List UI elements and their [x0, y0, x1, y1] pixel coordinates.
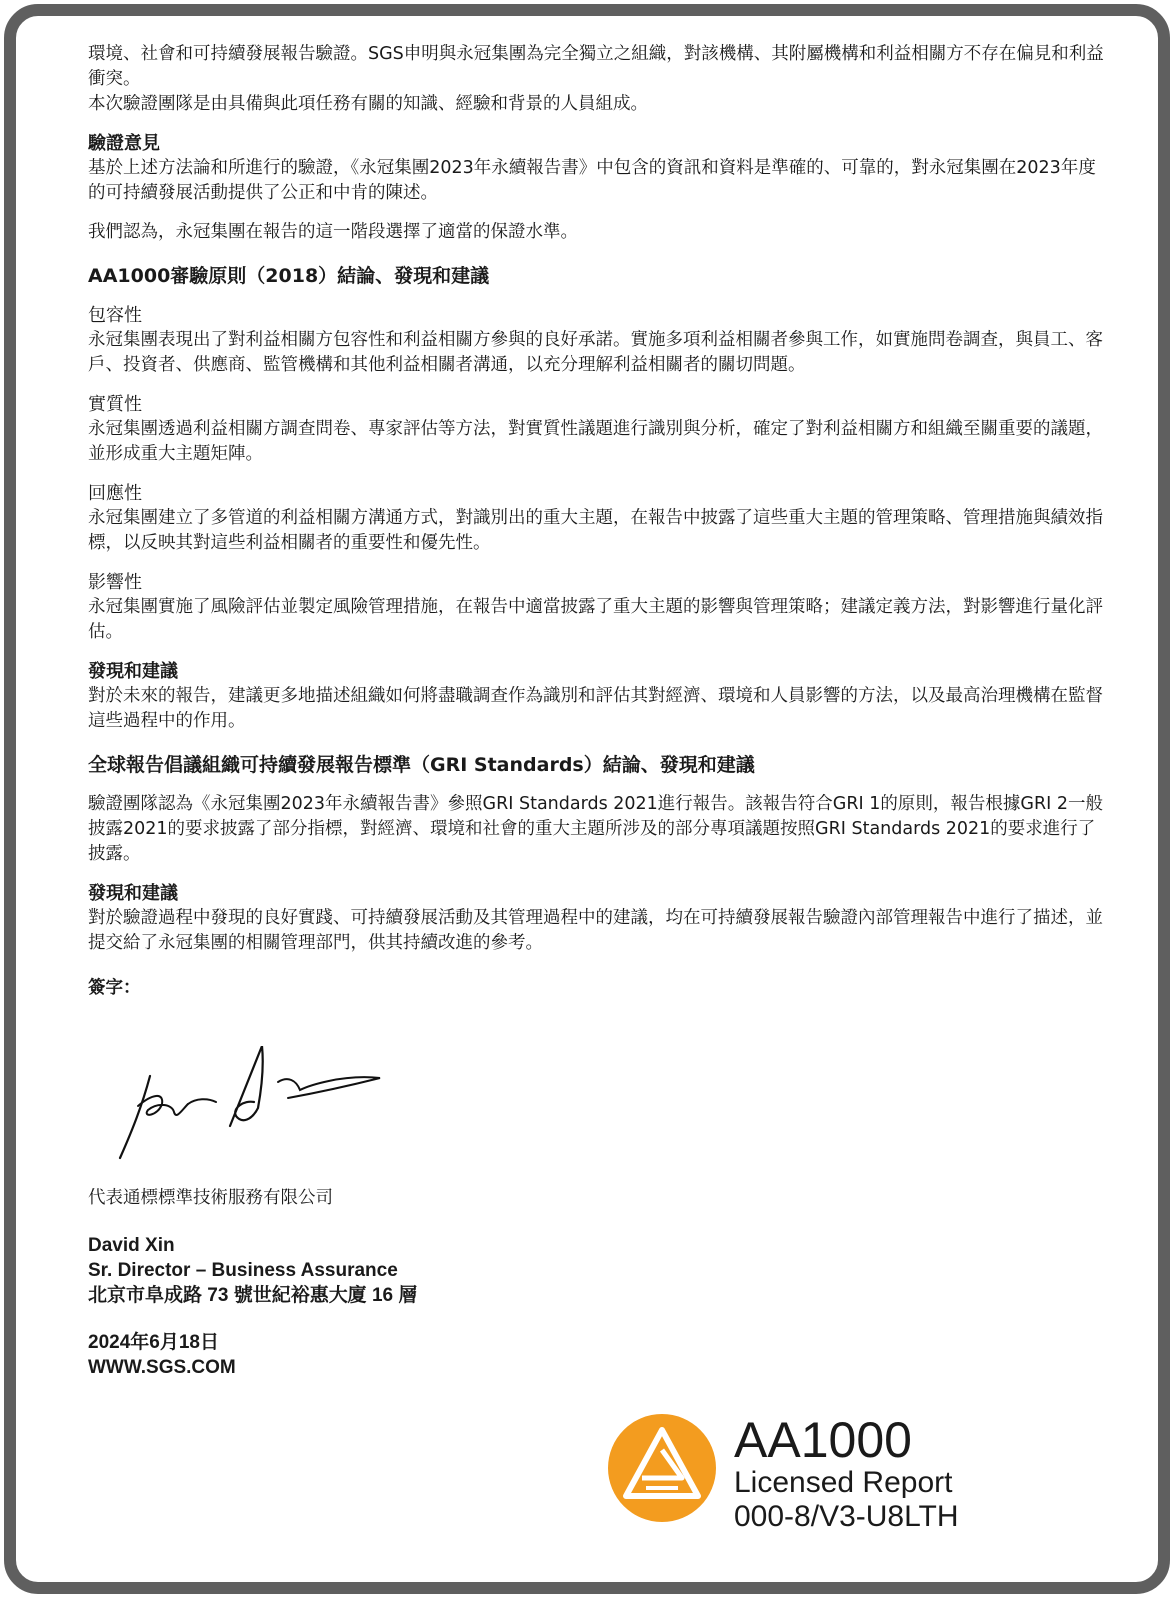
document-body — [88, 42, 1112, 1001]
gri-findings-title: 發現和建議 — [88, 883, 178, 904]
intro-paragraph-team: 本次驗證團隊是由具備與此項任務有關的知識、經驗和背景的人員組成。 — [88, 94, 648, 114]
gri-findings-text: 對於驗證過程中發現的良好實踐、可持續發展活動及其管理過程中的建議，均在可持續發展報告驗證內部管理報告中進行了描述，並提交給了永冠集團的相關管理部門，供其持續改進的參考。 — [88, 908, 1103, 953]
signatory-name: David Xin — [88, 1235, 175, 1256]
license-badge — [734, 1414, 959, 1534]
aa1000-heading: AA1000審驗原則（2018）結論、發現和建議 — [88, 265, 490, 287]
opinion-paragraph: 基於上述方法論和所進行的驗證，《永冠集團2023年永續報告書》中包含的資訊和資料是準確的、可靠的，對永冠集團在2023年度的可持續發展活動提供了公正和中肯的陳述。 — [88, 158, 1096, 203]
assurance-level-paragraph: 我們認為，永冠集團在報告的這一階段選擇了適當的保證水準。 — [88, 222, 578, 242]
report-date: 2024年6月18日 — [88, 1332, 219, 1353]
responsiveness-title: 回應性 — [88, 483, 142, 504]
handwritten-signature — [112, 1046, 392, 1166]
signature-label: 簽字： — [88, 978, 141, 998]
company-name: 代表通標標準技術服務有限公司 — [88, 1188, 333, 1208]
inclusivity-title: 包容性 — [88, 305, 142, 326]
responsiveness-text: 永冠集團建立了多管道的利益相關方溝通方式，對識別出的重大主題，在報告中披露了這些重大主題的管理策略、管理措施與績效指標，以反映其對這些利益相關者的重要性和優先性。 — [88, 508, 1103, 553]
license-standard: AA1000 — [734, 1412, 912, 1468]
opinion-heading: 驗證意見 — [88, 133, 160, 154]
intro-paragraph: 環境、社會和可持續發展報告驗證。SGS申明與永冠集團為完全獨立之組織，對該機構、其附屬機構和利益相關方不存在偏見和利益衝突。 — [88, 44, 1104, 89]
website: WWW.SGS.COM — [88, 1357, 236, 1378]
impact-text: 永冠集團實施了風險評估並製定風險管理措施，在報告中適當披露了重大主題的影響與管理策略；建議定義方法，對影響進行量化評估。 — [88, 597, 1103, 642]
office-address: 北京市阜成路 73 號世紀裕惠大廈 16 層 — [88, 1285, 418, 1306]
materiality-title: 實質性 — [88, 394, 142, 415]
gri-heading: 全球報告倡議組織可持續發展報告標準（GRI Standards）結論、發現和建議 — [88, 754, 755, 776]
license-code: 000-8/V3-U8LTH — [734, 1500, 959, 1533]
gri-paragraph: 驗證團隊認為《永冠集團2023年永續報告書》參照GRI Standards 2021進行報告。該報告符合GRI 1的原則，報告根據GRI 2一般披露2021的要求披露了部分指標，對經濟、環境和社會的重大主題所涉及的部分專項議題按照GRI Standards 2021的要求進行了披露。 — [88, 794, 1103, 864]
signatory-block — [88, 1186, 417, 1380]
signatory-title: Sr. Director – Business Assurance — [88, 1260, 398, 1281]
aa1000-logo-icon — [606, 1412, 718, 1524]
impact-title: 影響性 — [88, 572, 142, 593]
aa1000-findings-text: 對於未來的報告，建議更多地描述組織如何將盡職調查作為識別和評估其對經濟、環境和人員影響的方法，以及最高治理機構在監督這些過程中的作用。 — [88, 686, 1103, 731]
materiality-text: 永冠集團透過利益相關方調查問卷、專家評估等方法，對實質性議題進行識別與分析，確定了對利益相關方和組織至關重要的議題，並形成重大主題矩陣。 — [88, 419, 1103, 464]
inclusivity-text: 永冠集團表現出了對利益相關方包容性和利益相關方參與的良好承諾。實施多項利益相關者參與工作，如實施問卷調查，與員工、客戶、投資者、供應商、監管機構和其他利益相關者溝通，以充分理解利益相關者的關切問題。 — [88, 330, 1103, 375]
aa1000-findings-title: 發現和建議 — [88, 661, 178, 682]
license-label: Licensed Report — [734, 1466, 953, 1499]
